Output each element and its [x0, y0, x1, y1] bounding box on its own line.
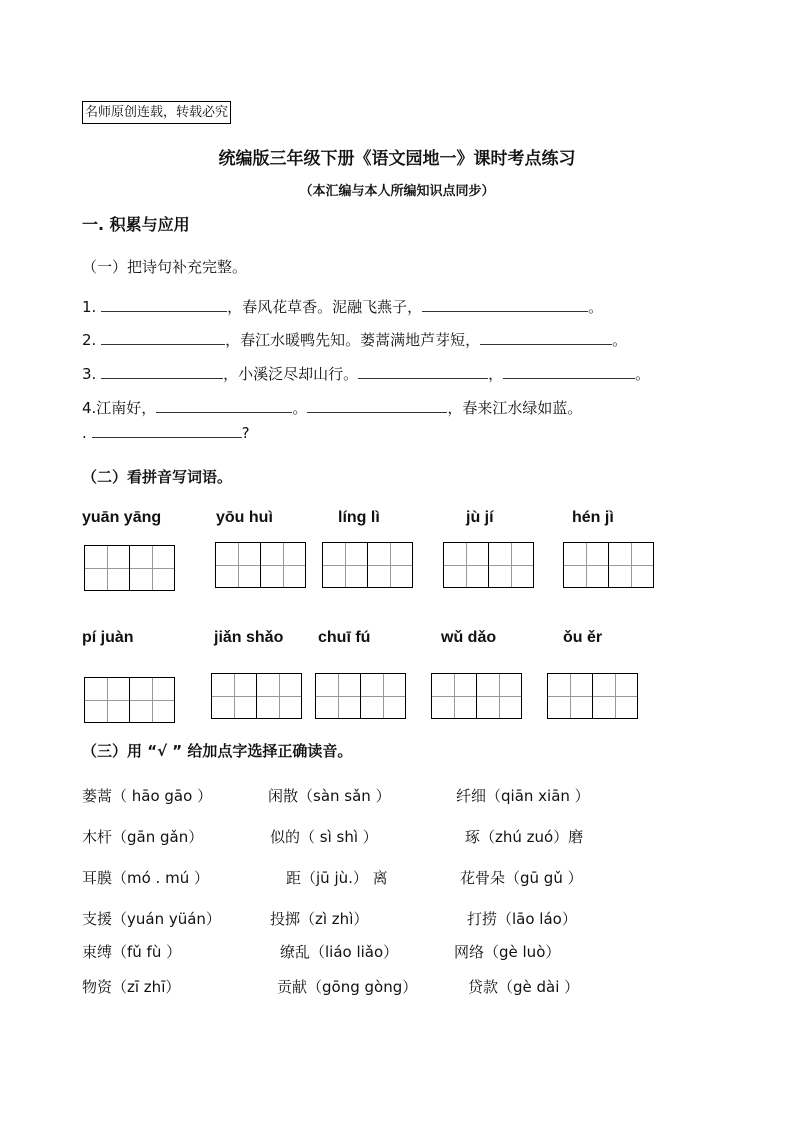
answer-blank[interactable]: [101, 329, 225, 345]
pinyin-label: jiǎn shǎo: [214, 629, 284, 646]
line-end: 。: [635, 365, 651, 383]
pinyin-label: yōu huì: [216, 509, 273, 526]
reading-choice[interactable]: 贡献（gōng gòng）: [277, 978, 418, 996]
poem-line-5: [82, 422, 250, 442]
reading-choice[interactable]: 蒌蒿（ hāo gāo ）: [82, 787, 213, 805]
pinyin-label: ǒu ěr: [563, 629, 603, 646]
reading-choice[interactable]: 耳膜（mó . mú ）: [82, 869, 209, 887]
answer-blank[interactable]: [358, 363, 488, 379]
line-number: 4.江南好，: [82, 399, 157, 417]
reading-choice[interactable]: 网络（gè luò）: [454, 943, 561, 961]
writing-grid[interactable]: [84, 677, 174, 723]
reading-choice[interactable]: 木杆（gān gǎn）: [82, 828, 204, 846]
line-text: ，小溪泛尽却山行。: [223, 365, 359, 383]
writing-grid[interactable]: [211, 673, 301, 719]
writing-grid[interactable]: [563, 542, 653, 588]
line-number: 2.: [82, 331, 97, 349]
writing-grid[interactable]: [322, 542, 412, 588]
writing-grid[interactable]: [84, 545, 174, 591]
pinyin-label: chuī fú: [318, 629, 371, 646]
line-number: 3.: [82, 365, 97, 383]
pinyin-label: jù jí: [466, 509, 494, 526]
reading-choice[interactable]: 束缚（fǔ fù ）: [82, 943, 182, 961]
page-subtitle: （本汇编与本人所编知识点同步）: [299, 184, 495, 199]
pinyin-label: wǔ dǎo: [441, 629, 497, 646]
line-number: 1.: [82, 298, 97, 316]
answer-blank[interactable]: [92, 422, 242, 438]
answer-blank[interactable]: [101, 363, 223, 379]
reading-choice[interactable]: 缭乱（liáo liǎo）: [280, 943, 399, 961]
answer-blank[interactable]: [503, 363, 635, 379]
poem-line-4: [82, 397, 582, 418]
pinyin-label: hén jì: [572, 509, 614, 526]
writing-grid[interactable]: [547, 673, 637, 719]
reading-choice[interactable]: 物资（zī zhī）: [82, 978, 181, 996]
part2-heading: （二）看拼音写词语。: [82, 468, 233, 486]
reading-choice[interactable]: 支援（yuán yüán）: [82, 910, 221, 928]
line-end: 。: [588, 298, 604, 316]
line-text: ，春江水暖鸭先知。蒌蒿满地芦芽短，: [225, 331, 481, 349]
reading-choice[interactable]: 琢（zhú zuó）磨: [465, 828, 584, 846]
section-heading: 一. 积累与应用: [82, 215, 190, 234]
reading-choice[interactable]: 似的（ sì shì ）: [270, 828, 378, 846]
pinyin-label: líng lì: [338, 509, 380, 526]
copyright-stamp: 名师原创连载，转载必究: [82, 101, 231, 124]
reading-choice[interactable]: 纤细（qiān xiān ）: [456, 787, 590, 805]
part3-heading: （三）用 “√ ” 给加点字选择正确读音。: [82, 742, 353, 760]
part1-heading: （一）把诗句补充完整。: [82, 258, 248, 276]
poem-line-2: [82, 329, 627, 350]
poem-line-1: [82, 296, 603, 317]
reading-choice[interactable]: 距（jū jù.） 离: [286, 869, 388, 887]
answer-blank[interactable]: [422, 296, 588, 312]
line-text: ，春风花草香。泥融飞燕子，: [227, 298, 423, 316]
writing-grid[interactable]: [443, 542, 533, 588]
answer-blank[interactable]: [101, 296, 227, 312]
reading-choice[interactable]: 闲散（sàn sǎn ）: [268, 787, 391, 805]
pinyin-label: yuān yāng: [82, 509, 162, 526]
answer-blank[interactable]: [307, 397, 447, 413]
pinyin-label: pí juàn: [82, 629, 134, 646]
reading-choice[interactable]: 花骨朵（gū gǔ ）: [460, 869, 583, 887]
reading-choice[interactable]: 打捞（lāo láo）: [467, 910, 577, 928]
writing-grid[interactable]: [431, 673, 521, 719]
line-text: 。: [292, 399, 308, 417]
writing-grid[interactable]: [215, 542, 305, 588]
answer-blank[interactable]: [156, 397, 292, 413]
page-title: 统编版三年级下册《语文园地一》课时考点练习: [218, 149, 576, 169]
reading-choice[interactable]: 投掷（zì zhì）: [270, 910, 369, 928]
answer-blank[interactable]: [480, 329, 612, 345]
line-number: .: [82, 424, 87, 442]
line-end: ?: [241, 424, 250, 442]
poem-line-3: [82, 363, 650, 384]
line-text: ，春来江水绿如蓝。: [447, 399, 583, 417]
line-text: ，: [488, 365, 504, 383]
reading-choice[interactable]: 贷款（gè dài ）: [468, 978, 580, 996]
writing-grid[interactable]: [315, 673, 405, 719]
line-end: 。: [612, 331, 628, 349]
